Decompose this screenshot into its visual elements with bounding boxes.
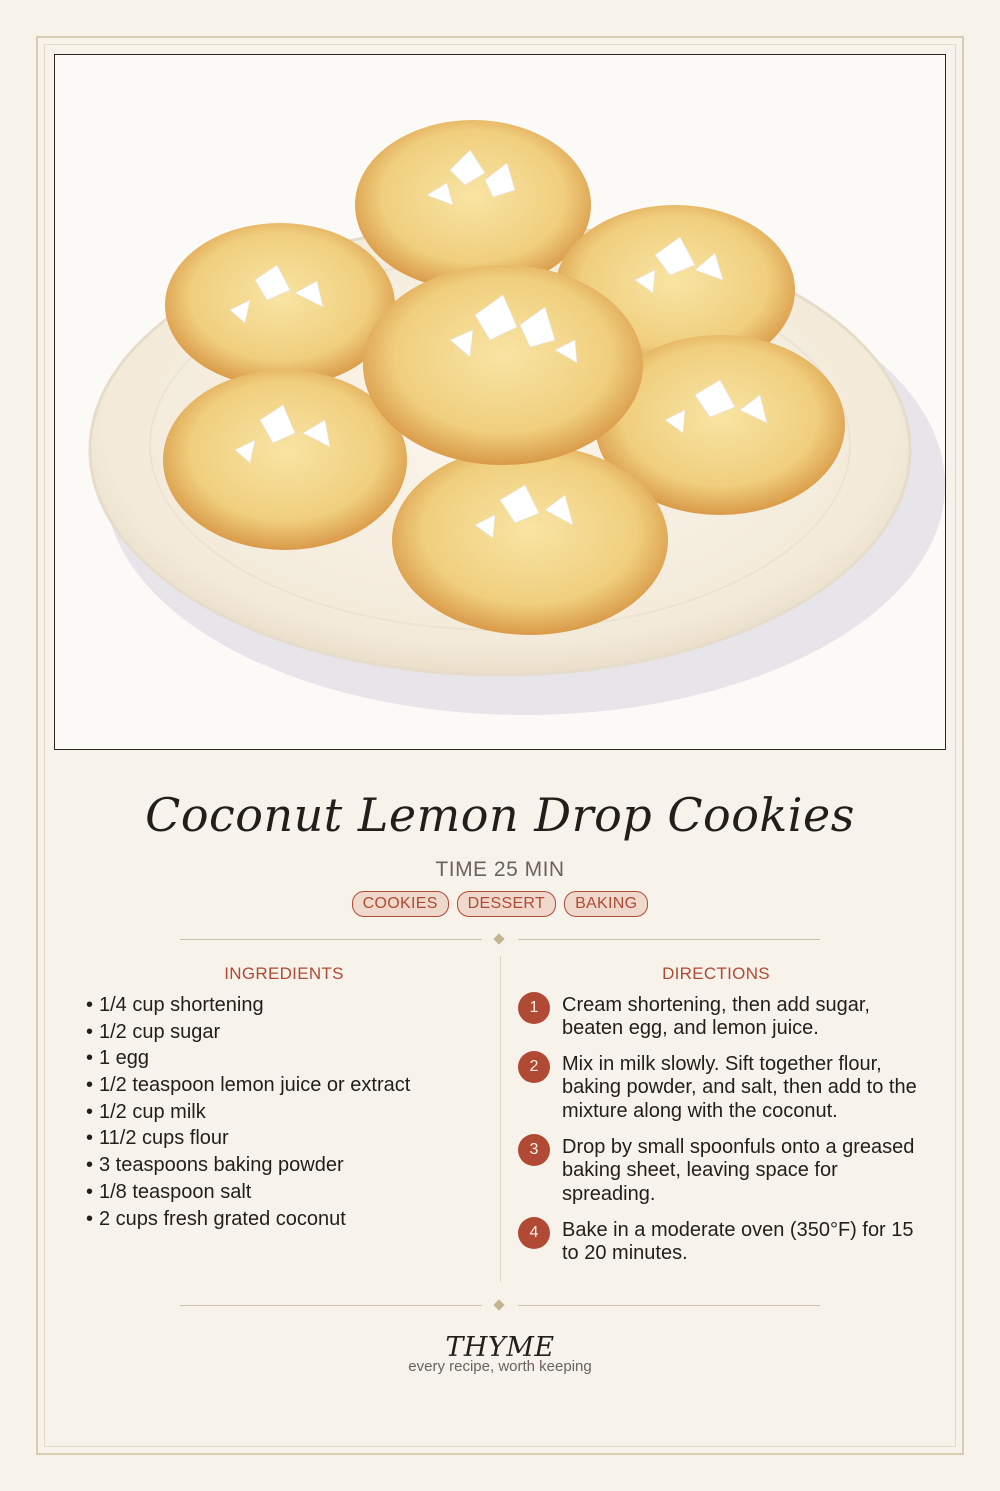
directions-heading: DIRECTIONS [662, 964, 770, 983]
brand-name: THYME [445, 1332, 555, 1363]
divider-top [180, 934, 820, 946]
divider-bottom [180, 1300, 820, 1312]
diamond-icon [493, 1299, 504, 1310]
ingredient-item: • 1/2 cup milk [86, 1100, 206, 1123]
recipe-time: TIME 25 MIN [435, 858, 565, 881]
column-separator [500, 956, 501, 1282]
tag-list [0, 891, 1000, 917]
step-number-badge: 3 [518, 1134, 550, 1166]
ingredient-item: • 1 egg [86, 1047, 150, 1070]
tag-baking[interactable]: BAKING [564, 891, 648, 917]
step-text: Mix in milk slowly. Sift together flour, baking powder, and salt, then add to the mixture along with the coconut. [562, 1053, 917, 1122]
recipe-title: Coconut Lemon Drop Cookies [145, 788, 855, 842]
diamond-icon [493, 933, 504, 944]
step-number-badge: 2 [518, 1051, 550, 1083]
ingredient-item: • 3 teaspoons baking powder [86, 1154, 344, 1177]
ingredient-item: • 11/2 cups flour [86, 1127, 229, 1150]
ingredient-item: • 1/8 teaspoon salt [86, 1180, 252, 1203]
recipe-photo [54, 54, 946, 750]
ingredient-item: • 1/2 cup sugar [86, 1020, 221, 1043]
ingredients-heading: INGREDIENTS [224, 964, 344, 983]
step-number-badge: 1 [518, 992, 550, 1024]
step-text: Bake in a moderate oven (350°F) for 15 to 20 minutes. [562, 1219, 914, 1265]
ingredient-item: • 2 cups fresh grated coconut [86, 1207, 346, 1230]
step-text: Drop by small spoonfuls onto a greased baking sheet, leaving space for spreading. [562, 1136, 915, 1205]
brand-tagline: every recipe, worth keeping [408, 1358, 592, 1375]
tag-dessert[interactable]: DESSERT [457, 891, 556, 917]
ingredients-list [86, 992, 410, 1232]
step-text: Cream shortening, then add sugar, beaten egg, and lemon juice. [562, 994, 870, 1040]
ingredient-item: • 1/2 teaspoon lemon juice or extract [86, 1074, 411, 1097]
ingredient-item: • 1/4 cup shortening [86, 994, 264, 1016]
step-number-badge: 4 [518, 1217, 550, 1249]
tag-cookies[interactable]: COOKIES [352, 891, 449, 917]
